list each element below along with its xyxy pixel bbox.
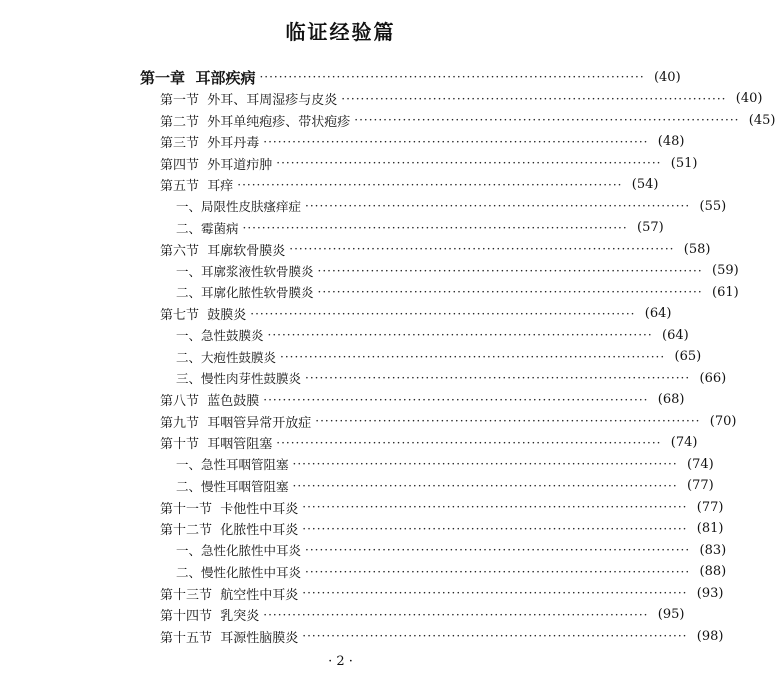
dot-leader: ················································································ [292,478,678,493]
toc-entry-page: (88) [699,564,727,579]
toc-entry-label [176,283,314,301]
toc-entry [160,496,724,518]
dot-leader: ················································································ [305,199,691,213]
toc-entry-number: 第一节 [160,93,200,108]
toc-entry-page: (40) [653,69,681,85]
toc-entry-number: 第十二节 [160,523,213,538]
dot-leader: ················································································ [259,70,645,84]
toc-entry-page: (48) [657,134,685,149]
toc-entry-label [176,541,301,559]
toc-entry-page: (74) [670,435,698,450]
toc-entry-label [160,498,298,517]
toc-entry-title: 蓝色鼓膜 [207,394,260,409]
toc-entry-page: (77) [696,499,724,515]
toc-entry-label [160,519,298,538]
toc-entry-number: 第三节 [160,136,200,151]
dot-leader: ················································································ [305,564,691,579]
toc-entry-page: (66) [699,370,727,386]
toc-entry-page: (51) [670,155,698,171]
dot-leader: ················································································ [305,543,691,557]
toc-entry-title: 外耳、耳周湿疹与皮炎 [207,93,338,108]
toc-entry-label [160,240,285,259]
toc-entry-title: 大疱性鼓膜炎 [201,349,277,365]
toc-entry [160,410,737,432]
dot-leader: ················································································ [280,349,666,364]
toc-entry-number: 三、 [176,371,202,386]
toc-entry-label [160,433,272,452]
toc-entry-label [176,348,276,366]
toc-entry [160,625,724,647]
toc-entry-page: (55) [699,198,727,214]
dot-leader: ················································································ [242,220,628,235]
toc-entry-title: 乳突炎 [220,609,260,624]
dot-leader: ················································································ [354,113,740,127]
toc-entry [176,561,727,583]
toc-entry-title: 霉菌病 [201,220,239,236]
dot-leader: ················································································ [263,607,649,622]
toc-entry [176,195,727,217]
toc-entry-page: (81) [696,521,724,536]
toc-entry [176,367,727,389]
toc-entry-number: 二、 [176,220,202,236]
toc-entry-number: 第四节 [160,157,200,173]
dot-leader: ················································································ [317,285,703,299]
toc-entry-page: (64) [662,327,689,343]
toc-entry-title: 卡他性中耳炎 [220,501,299,517]
dot-leader: ················································································ [263,392,649,407]
toc-entry-label [160,175,233,194]
toc-entry-number: 二、 [176,478,202,494]
dot-leader: ················································································ [305,371,691,385]
toc-entry-number: 第十一节 [160,501,213,517]
toc-entry [160,389,685,411]
toc-entry-number: 二、 [176,285,202,300]
toc-entry-label [160,111,350,130]
toc-entry-page: (77) [687,478,714,493]
dot-leader: ················································································ [302,521,688,536]
toc-entry-label [160,605,259,624]
toc-entry-label [160,89,337,108]
toc-entry-title: 外耳丹毒 [207,136,260,151]
toc-entry-number: 二、 [176,564,202,580]
toc-entry-number: 第十四节 [160,609,213,624]
toc-entry-label [160,584,298,603]
toc-entry-number: 第十节 [160,437,200,452]
toc-entry [176,217,664,239]
page-number-footer: · 2 · [328,654,353,669]
toc-entry-number: 一、 [176,543,202,558]
toc-entry [160,604,685,626]
toc-entry-page: (64) [644,306,672,321]
toc-entry-number: 第六节 [160,243,200,259]
toc-entry-page: (45) [748,112,775,128]
toc-entry-title: 化脓性中耳炎 [220,523,299,538]
toc-entry-number: 第七节 [160,308,200,323]
toc-entry-number: 第一章 [140,68,186,87]
toc-entry [140,66,681,88]
page-title: 临证经验篇 [285,20,396,44]
toc-entry-title: 外耳单纯疱疹、带状疱疹 [207,114,351,130]
toc-entry-number: 第二节 [160,114,200,130]
toc-entry-page: (68) [657,392,685,407]
toc-entry-page: (65) [674,349,702,364]
toc-entry [160,152,698,174]
toc-entry [160,238,711,260]
toc-entry [160,518,724,540]
toc-entry-label [176,477,289,495]
toc-entry-page: (57) [637,220,664,235]
toc-entry [160,303,672,325]
toc-entry-label [160,390,259,409]
toc-entry-page: (95) [657,607,685,622]
toc-entry [160,582,724,604]
toc-entry-number: 二、 [176,349,202,365]
toc-entry [160,131,685,153]
toc-entry-title: 鼓膜炎 [207,308,247,323]
toc-entry-title: 耳部疾病 [195,68,256,87]
dot-leader: ················································································ [263,134,649,149]
toc-entry-page: (83) [699,542,727,558]
toc-entry-label [160,304,246,323]
toc-entry-page: (93) [696,585,724,601]
dot-leader: ················································································ [341,91,727,106]
toc-entry-title: 耳痒 [207,179,234,194]
toc-entry-page: (98) [696,628,724,644]
dot-leader: ················································································ [276,156,662,170]
toc-entry-title: 慢性耳咽管阻塞 [201,478,289,494]
toc-entry-label [176,455,289,473]
toc-entry-number: 第八节 [160,394,200,409]
toc-entry-label [176,326,264,344]
toc-entry-number: 第五节 [160,179,200,194]
toc-entry-title: 耳廓软骨膜炎 [207,243,286,259]
toc-entry [176,539,727,561]
toc-entry-title: 耳咽管异常开放症 [207,415,312,431]
toc-entry-title: 局限性皮肤瘙痒症 [201,199,302,214]
toc-entry-number: 一、 [176,263,202,279]
toc-entry-title: 慢性肉芽性鼓膜炎 [201,371,302,386]
dot-leader: ················································································ [302,586,688,600]
toc-entry-title: 耳源性脑膜炎 [220,630,299,646]
toc-entry-number: 一、 [176,457,202,472]
toc-entry-label [160,627,298,646]
dot-leader: ················································································ [302,629,688,643]
toc-entry-page: (74) [687,456,714,472]
toc-entry-page: (40) [735,91,763,106]
toc-entry-title: 耳廓化脓性软骨膜炎 [201,285,314,300]
toc-entry [176,281,739,303]
toc-entry-title: 耳咽管阻塞 [207,437,273,452]
toc-entry-label [160,132,259,151]
toc-entry-title: 急性化脓性中耳炎 [201,543,302,558]
toc-entry-label [176,219,239,237]
toc-entry-label [176,262,314,280]
dot-leader: ················································································ [237,177,623,192]
toc-entry-title: 急性鼓膜炎 [201,328,264,343]
toc-entry-number: 第九节 [160,415,200,431]
toc-entry [176,324,689,346]
toc-entry-number: 一、 [176,328,202,343]
dot-leader: ················································································ [317,263,703,278]
dot-leader: ················································································ [267,328,653,342]
toc-entry-page: (61) [712,284,739,300]
toc-entry-number: 第十五节 [160,630,213,646]
dot-leader: ················································································ [250,306,636,321]
dot-leader: ················································································ [302,500,688,514]
toc-entry-title: 外耳道疖肿 [207,157,273,173]
toc-entry-number: 第十三节 [160,587,213,603]
toc-entry [160,88,763,110]
toc-entry [160,174,659,196]
toc-entry-title: 耳廓浆液性软骨膜炎 [201,263,314,279]
toc-entry-title: 慢性化脓性中耳炎 [201,564,302,580]
toc-entry-label [160,154,272,173]
toc-entry-label [176,563,301,581]
toc-entry-title: 急性耳咽管阻塞 [201,457,289,472]
toc-entry [176,346,702,368]
toc-entry-title: 航空性中耳炎 [220,587,299,603]
toc-entry-number: 一、 [176,199,202,214]
toc-entry-page: (58) [683,241,711,257]
toc-entry-page: (70) [709,413,737,429]
toc-entry-label [160,412,311,431]
toc-entry [160,432,698,454]
toc-entry-label [176,197,301,215]
toc-entry-page: (59) [712,263,739,278]
toc-entry [160,109,775,131]
dot-leader: ················································································ [292,457,678,471]
toc-entry-label [140,67,255,88]
dot-leader: ················································································ [315,414,701,428]
toc-entry [176,475,714,497]
toc-entry [176,453,714,475]
toc-entry [176,260,739,282]
dot-leader: ················································································ [289,242,675,256]
toc-entry-page: (54) [631,177,659,192]
dot-leader: ················································································ [276,435,662,450]
toc-entry-label [176,369,301,387]
